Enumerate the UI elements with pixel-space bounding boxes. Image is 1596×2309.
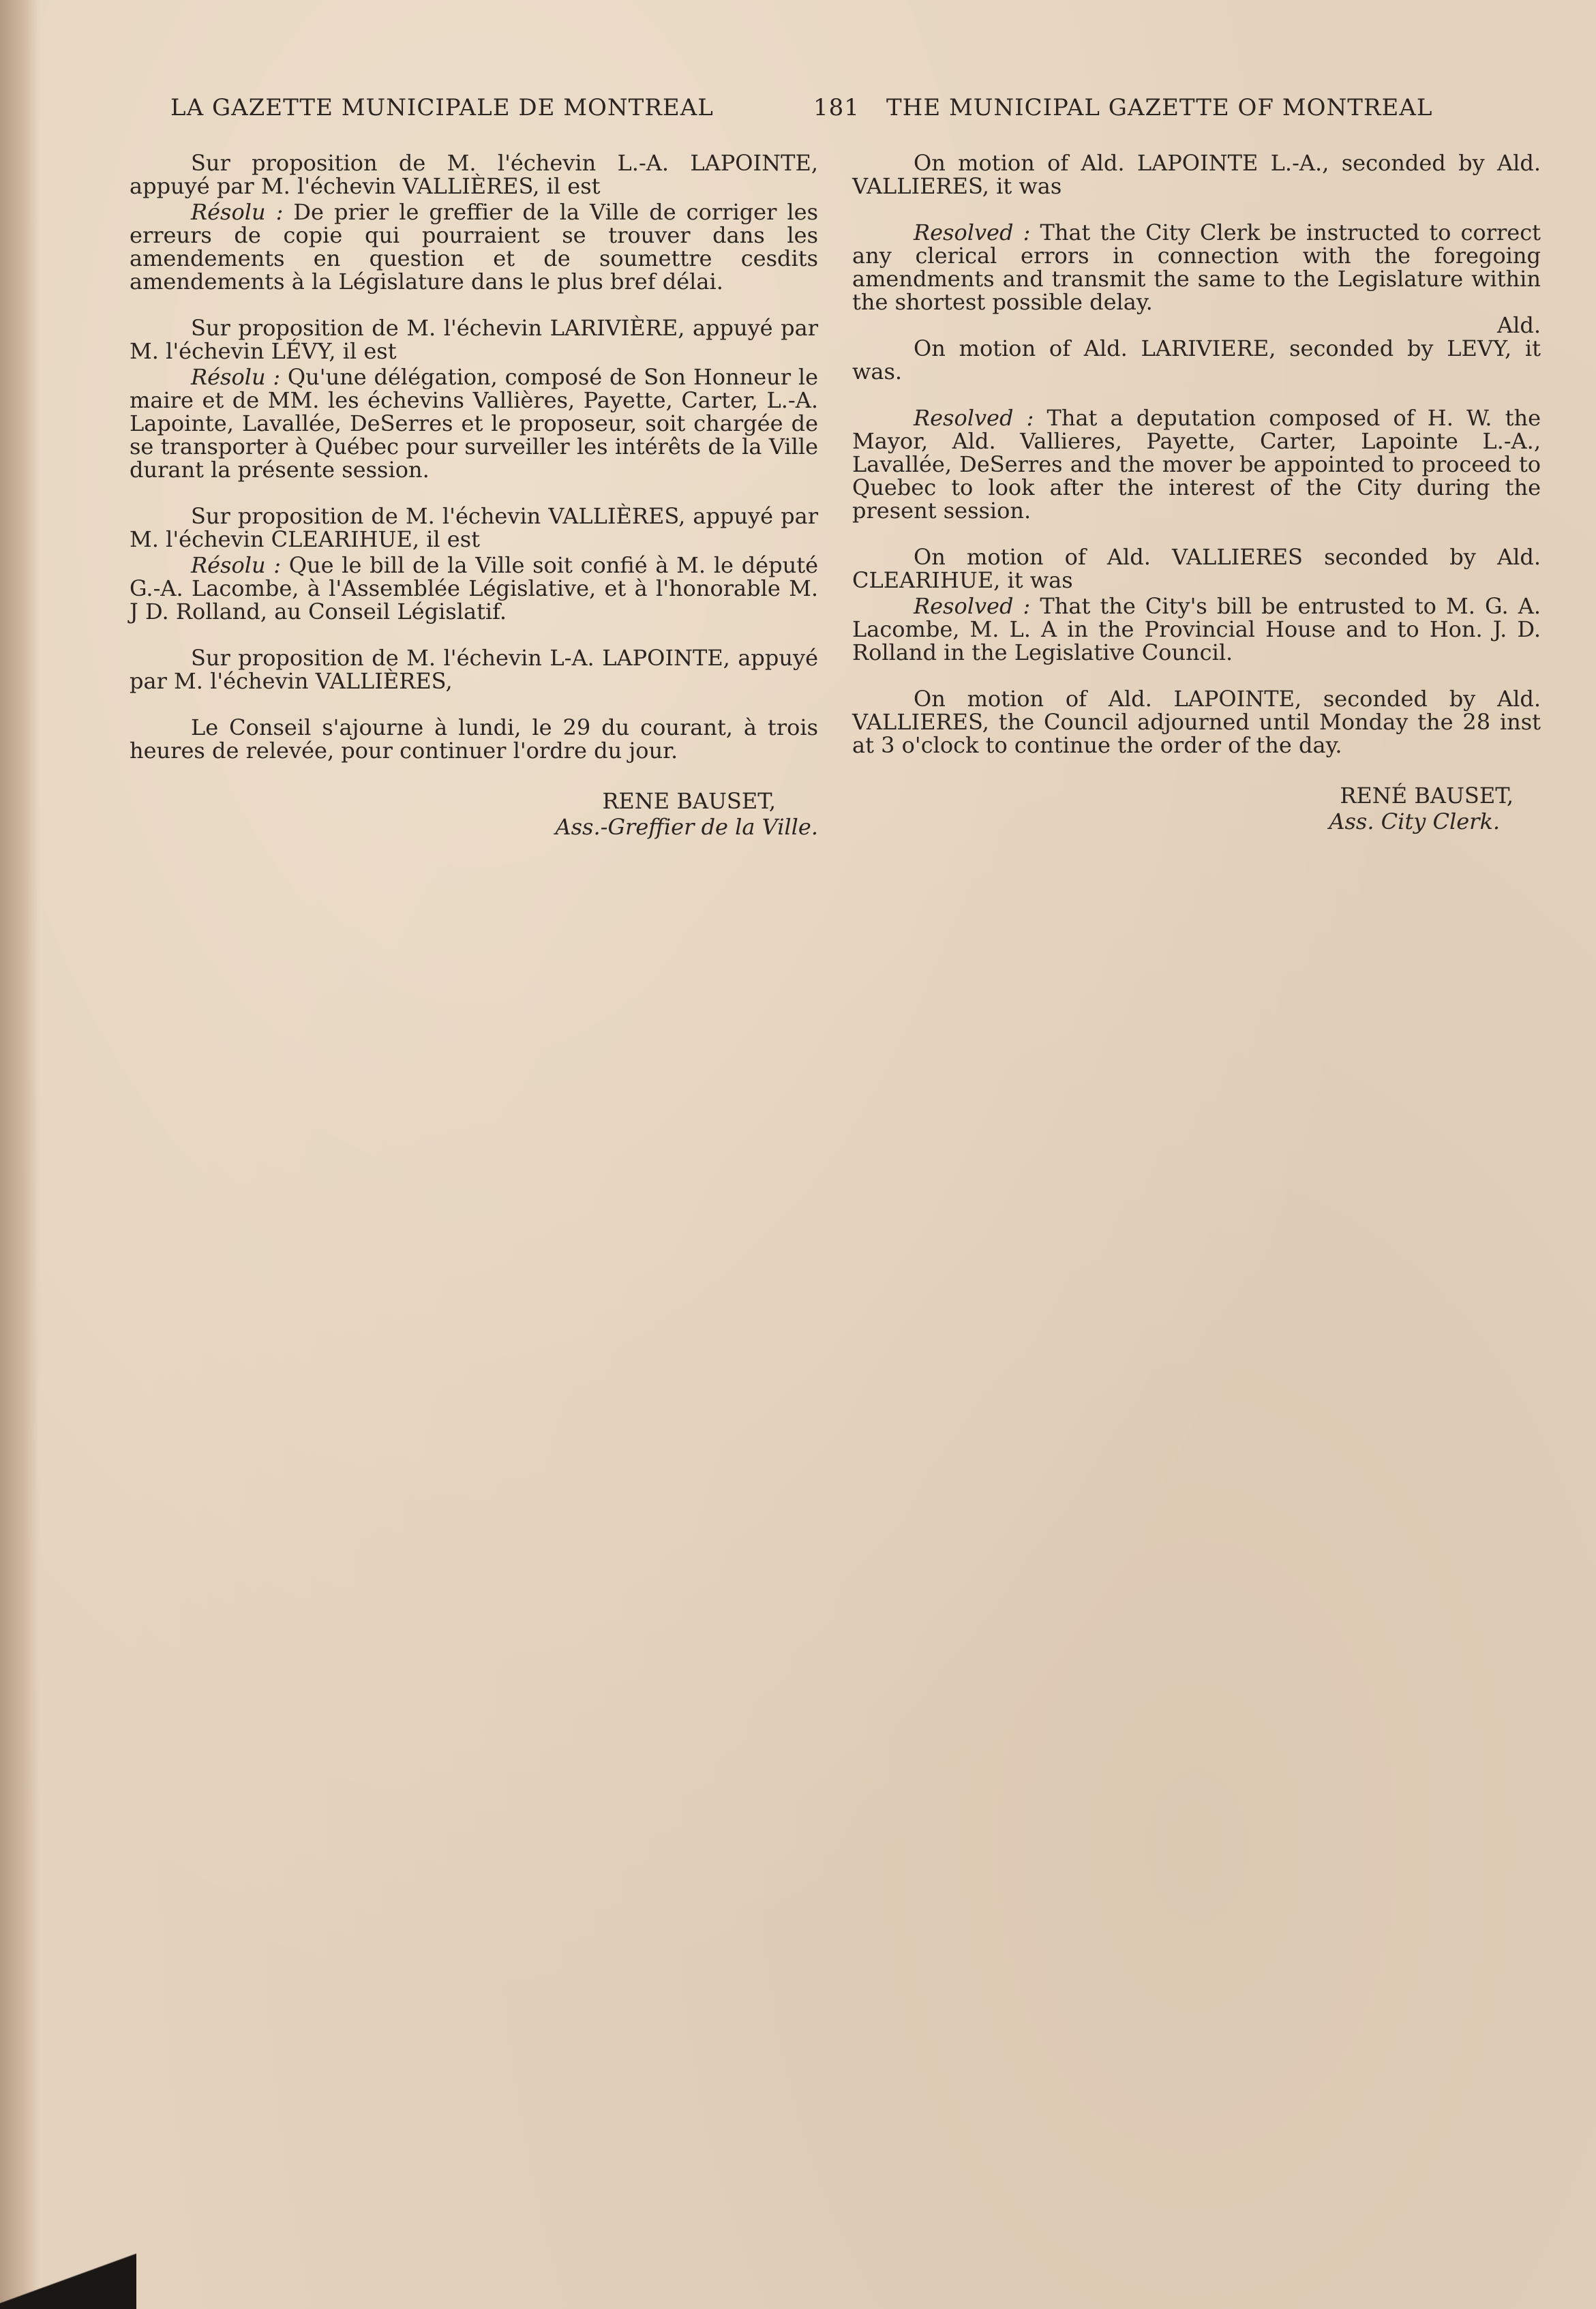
fr-resolu-text-1: De prier le greffier de la Ville de corriger les erreurs de copie qui pourraient se trouver dans les amendements en question et de soumettre cesdits amendements à la Législature dans le plus bref délai.	[130, 199, 819, 295]
en-motion-1: On motion of Ald. LAPOINTE L.-A., seconded by Ald. VALLIERES, it was	[852, 150, 1541, 199]
en-resolved-text-2: That a deputation composed of H. W. the Mayor, Ald. Vallieres, Payette, Carter, Lapointe L.-A., Lavallée, DeSerres and the mover be appointed to proceed to Quebec to look after the interest of the City during the present session.	[852, 405, 1541, 524]
fr-resolu-text-2: Qu'une délégation, composé de Son Honneur le maire et de MM. les échevins Vallières, Payette, Carter, L.-A. Lapointe, Lavallée, DeSerres et le proposeur, soit chargée de se transporter à Québec pour surveiller les intérêts de la Ville durant la présente session.	[130, 364, 819, 483]
fr-motion-1: Sur proposition de M. l'échevin L.-A. LAPOINTE, appuyé par M. l'échevin VALLIÈRES, il est	[130, 150, 818, 199]
french-column	[130, 151, 818, 840]
en-adjournment: On motion of Ald. LAPOINTE, seconded by Ald. VALLIERES, the Council adjourned until Monday the 28 inst at 3 o'clock to continue the order of the day.	[852, 686, 1541, 758]
running-head	[170, 94, 1507, 128]
fr-resolu-text-3: Que le bill de la Ville soit confié à M. le député G.-A. Lacombe, à l'Assemblée Législative, et à l'honorable M. J D. Rolland, au Conseil Législatif.	[130, 552, 819, 624]
fr-signature	[130, 788, 818, 840]
en-motion-2: On motion of Ald. LARIVIERE, seconded by LEVY, it was.	[852, 335, 1541, 384]
page-corner-shadow	[0, 2234, 136, 2309]
en-resolved-label-2: Resolved :	[914, 405, 1034, 431]
en-ald-fragment: Ald.	[1497, 312, 1541, 338]
fr-resolu-label-2: Résolu :	[191, 364, 281, 390]
fr-resolution-3	[130, 554, 818, 623]
fr-resolu-label-3: Résolu :	[191, 552, 282, 578]
en-resolution-2	[852, 406, 1541, 522]
fr-adjournment: Le Conseil s'ajourne à lundi, le 29 du courant, à trois heures de relevée, pour continuer l'ordre du jour.	[130, 714, 818, 764]
en-resolved-text-1: That the City Clerk be instructed to correct any clerical errors in connection with the foregoing amendments and transmit the same to the Legislature within the shortest possible delay.	[852, 220, 1541, 315]
en-resolved-label-3: Resolved :	[914, 593, 1031, 619]
en-resolved-text-3: That the City's bill be entrusted to M. G. A. Lacombe, M. L. A in the Provincial House and to Hon. J. D. Rolland in the Legislative Council.	[852, 593, 1541, 665]
english-column	[852, 151, 1541, 834]
book-spine-shadow	[0, 0, 40, 2309]
fr-signature-name: RENE BAUSET,	[602, 788, 776, 814]
en-signature-title: Ass. City Clerk.	[1329, 809, 1500, 834]
en-motion-3: On motion of Ald. VALLIERES seconded by Ald. CLEARIHUE, it was	[852, 544, 1541, 593]
header-right-title: THE MUNICIPAL GAZETTE OF MONTREAL	[886, 94, 1433, 121]
fr-motion-2: Sur proposition de M. l'échevin LARIVIÈRE, appuyé par M. l'échevin LÉVY, il est	[130, 315, 818, 364]
fr-motion-3: Sur proposition de M. l'échevin VALLIÈRES, appuyé par M. l'échevin CLEARIHUE, il est	[130, 503, 818, 552]
fr-resolution-1	[130, 200, 818, 293]
en-signature-name: RENÉ BAUSET,	[1340, 783, 1514, 809]
header-left-title: LA GAZETTE MUNICIPALE DE MONTREAL	[170, 94, 714, 121]
fr-resolu-label-1: Résolu :	[191, 199, 284, 225]
fr-signature-title: Ass.-Greffier de la Ville.	[555, 814, 818, 840]
en-resolution-1	[852, 221, 1541, 314]
en-signature	[852, 783, 1541, 834]
fr-motion-4: Sur proposition de M. l'échevin L-A. LAPOINTE, appuyé par M. l'échevin VALLIÈRES,	[130, 645, 818, 694]
fr-resolution-2	[130, 365, 818, 481]
page-number: 181	[813, 94, 860, 121]
en-resolved-label-1: Resolved :	[914, 220, 1031, 245]
en-resolution-3	[852, 594, 1541, 664]
